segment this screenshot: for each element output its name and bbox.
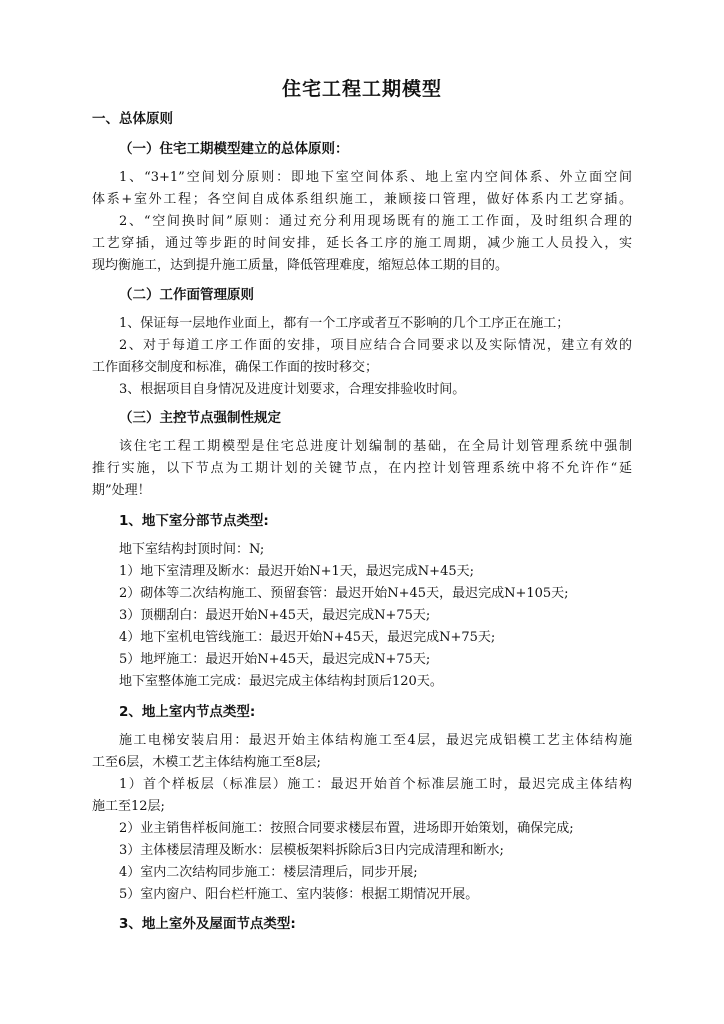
- list-item: 3）顶棚刮白：最迟开始N+45天，最迟完成N+75天;: [119, 608, 431, 623]
- paragraph-line: 体系+室外工程；各空间自成体系组织施工，兼顾接口管理，做好体系内工艺穿插。: [92, 192, 632, 207]
- node-1-heading: 1、地下室分部节点类型:: [119, 513, 269, 529]
- paragraph-line: 该住宅工程工期模型是住宅总进度计划编制的基础，在全局计划管理系统中强制: [119, 439, 632, 454]
- list-item: 4）室内二次结构同步施工：楼层清理后，同步开展;: [119, 865, 418, 880]
- list-item: 5）地坪施工：最迟开始N+45天，最迟完成N+75天;: [119, 652, 431, 667]
- list-item: 1）地下室清理及断水：最迟开始N+1天，最迟完成N+45天;: [119, 564, 474, 579]
- paragraph-line: 工艺穿插，通过等步距的时间安排，延长各工序的施工周期，减少施工人员投入，实: [92, 236, 632, 251]
- page-title: 住宅工程工期模型: [281, 78, 442, 100]
- paragraph-line: 1、“3+1”空间划分原则：即地下室空间体系、地上室内空间体系、外立面空间: [119, 170, 632, 185]
- heading-1: 一、总体原则: [92, 111, 173, 127]
- paragraph-line: 2、对于每道工序工作面的安排，项目应结合合同要求以及实际情况，建立有效的: [119, 338, 632, 353]
- paragraph-line: 期”处理！: [92, 483, 151, 498]
- list-item: 3）主体楼层清理及断水：层模板架料拆除后3日内完成清理和断水;: [119, 843, 504, 858]
- list-item: 2）业主销售样板间施工：按照合同要求楼层布置，进场即开始策划，确保完成;: [119, 821, 574, 836]
- paragraph-line: 工作面移交制度和标准，确保工作面的按时移交；: [92, 360, 379, 375]
- node-2-heading: 2、地上室内节点类型:: [119, 704, 256, 720]
- list-item: 2）砌体等二次结构施工、预留套管：最迟开始N+45天，最迟完成N+105天;: [119, 586, 569, 601]
- list-item: 施工至12层;: [92, 799, 165, 814]
- list-item: 地下室结构封顶时间：N;: [119, 542, 265, 557]
- paragraph-line: 施工电梯安装启用：最迟开始主体结构施工至4层，最迟完成铝模工艺主体结构施: [119, 733, 632, 748]
- paragraph-line: 1、保证每一层地作业面上，都有一个工序或者互不影响的几个工序正在施工；: [119, 316, 570, 331]
- section-1-heading: （一）住宅工期模型建立的总体原则：: [119, 141, 349, 157]
- list-item: 4）地下室机电管线施工：最迟开始N+45天，最迟完成N+75天;: [119, 630, 496, 645]
- paragraph-line: 工至6层，木模工艺主体结构施工至8层;: [92, 755, 321, 770]
- node-3-heading: 3、地上室外及屋面节点类型:: [119, 916, 296, 932]
- section-2-heading: （二）工作面管理原则: [119, 287, 254, 303]
- list-item: 5）室内窗户、阳台栏杆施工、室内装修：根据工期情况开展。: [119, 887, 479, 902]
- list-item: 1）首个样板层（标准层）施工：最迟开始首个标准层施工时，最迟完成主体结构: [119, 777, 632, 792]
- paragraph-line: 3、根据项目自身情况及进度计划要求，合理安排验收时间。: [119, 382, 466, 397]
- list-item: 地下室整体施工完成：最迟完成主体结构封顶后120天。: [119, 674, 443, 689]
- paragraph-line: 推行实施，以下节点为工期计划的关键节点，在内控计划管理系统中将不允许作“延: [92, 461, 632, 476]
- paragraph-line: 现均衡施工，达到提升施工质量，降低管理难度，缩短总体工期的目的。: [92, 258, 509, 273]
- paragraph-line: 2、“空间换时间”原则：通过充分利用现场既有的施工工作面，及时组织合理的: [119, 214, 632, 229]
- section-3-heading: （三）主控节点强制性规定: [119, 410, 281, 426]
